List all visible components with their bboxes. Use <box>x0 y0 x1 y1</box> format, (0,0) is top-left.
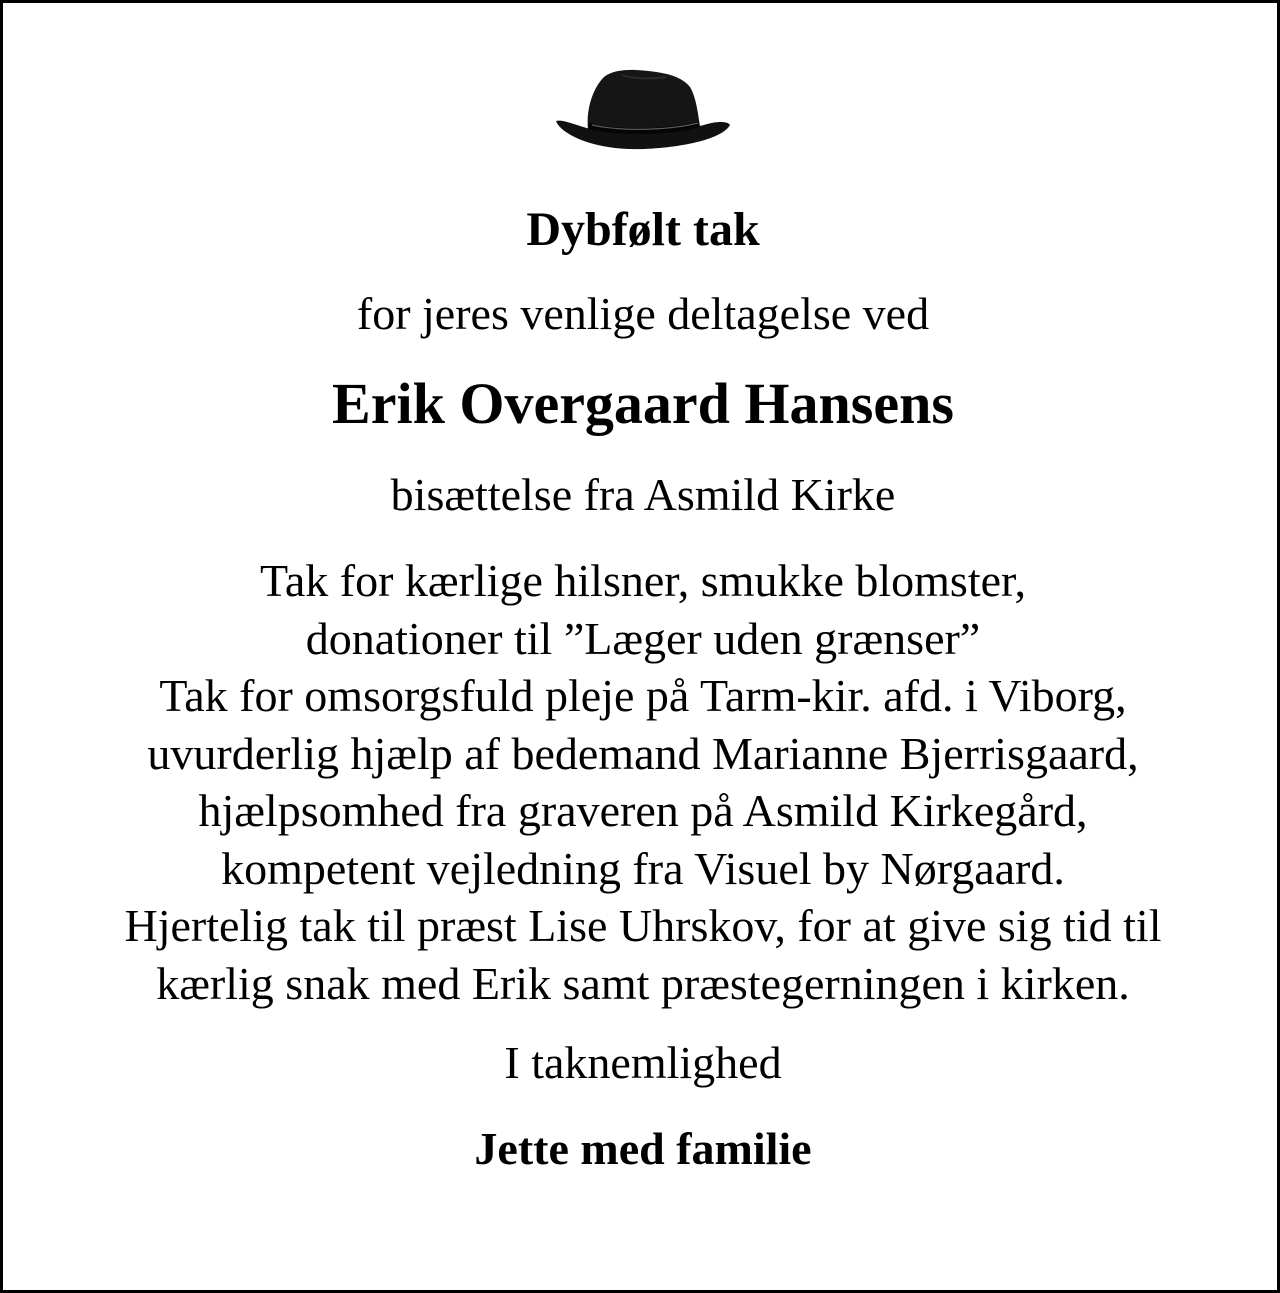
body-line: uvurderlig hjælp af bedemand Marianne Bjerrisgaard, <box>147 727 1139 779</box>
body-line: Tak for omsorgsfuld pleje på Tarm-kir. afd. i Viborg, <box>159 670 1127 721</box>
closing-text: I taknemlighed <box>504 1037 782 1088</box>
body-line: hjælpsomhed fra graveren på Asmild Kirkegård, <box>198 785 1088 836</box>
signature: Jette med familie <box>474 1123 812 1174</box>
body-line: kærlig snak med Erik samt præstegerningen i kirken. <box>156 957 1130 1009</box>
intro-text: for jeres venlige deltagelse ved <box>356 288 930 339</box>
body-line: donationer til ”Læger uden grænser” <box>305 612 981 664</box>
body-line: Hjertelig tak til præst Lise Uhrskov, for at give sig tid til <box>124 900 1162 951</box>
heading-title: Dybfølt tak <box>526 203 760 256</box>
ceremony-location: bisættelse fra Asmild Kirke <box>390 469 896 520</box>
body-line: kompetent vejledning fra Visuel by Nørgaard. <box>221 842 1065 894</box>
body-line: Tak for kærlige hilsner, smukke blomster, <box>259 555 1026 606</box>
deceased-name: Erik Overgaard Hansens <box>332 371 954 436</box>
thanks-body <box>3 552 1280 1012</box>
fedora-hat-icon <box>552 67 732 157</box>
